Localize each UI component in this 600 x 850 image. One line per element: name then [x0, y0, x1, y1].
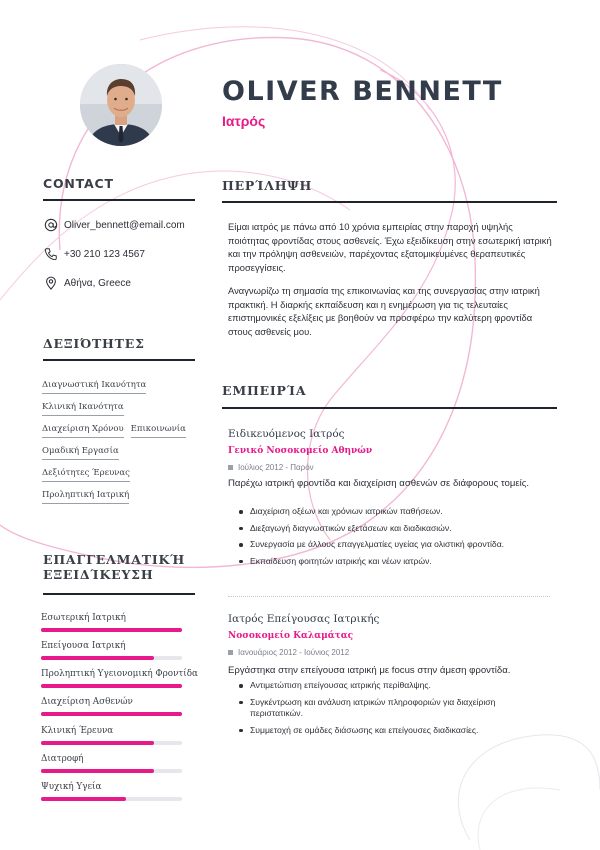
expertise-label: Διαχείριση Ασθενών: [41, 697, 133, 707]
skill-tag: Ομαδική Εργασία: [42, 446, 119, 460]
skills-heading: ΔΕΞΙΌΤΗΤΕΣ: [43, 336, 145, 351]
job-bullet: Συνεργασία με άλλους επαγγελματίες υγείας για ολιστική φροντίδα.: [238, 539, 548, 551]
skill-tag: Δεξιότητες Έρευνας: [42, 468, 130, 482]
skill-tag: Προληπτική Ιατρική: [42, 490, 129, 504]
expertise-bar-fill: [41, 656, 154, 660]
expertise-label: Εσωτερική Ιατρική: [41, 613, 126, 623]
skill-tag: Επικοινωνία: [131, 424, 186, 438]
expertise-bar: [41, 797, 182, 801]
job-bullet: Συμμετοχή σε ομάδες διάσωσης και επείγουσες διαδικασίες.: [238, 725, 548, 737]
calendar-icon: [228, 465, 233, 470]
contact-phone[interactable]: +30 210 123 4567: [64, 248, 145, 260]
experience-heading: ΕΜΠΕΙΡΊΑ: [222, 383, 307, 398]
job-bullet: Διεξαγωγή διαγνωστικών εξετάσεων και διαδικασιών.: [238, 523, 548, 535]
expertise-bar-fill: [41, 684, 182, 688]
job-dates-text: Ιούλιος 2012 - Παρόν: [238, 463, 314, 472]
skill-tag: Κλινική Ικανότητα: [42, 402, 124, 416]
job-bullet: Συγκέντρωση και ανάλυση ιατρικών πληροφοριών για διαχείριση περιστατικών.: [238, 697, 548, 720]
job-dates-text: Ιανουάριος 2012 - Ιούνιος 2012: [238, 648, 350, 657]
phone-icon: [44, 247, 58, 261]
skills-rule: [43, 359, 195, 361]
contact-heading: CONTACT: [43, 176, 114, 191]
expertise-bar: [41, 656, 182, 660]
summary-paragraph: Είμαι ιατρός με πάνω από 10 χρόνια εμπειρίας στην παροχή υψηλής ποιότητας φροντίδας στους ασθενείς. Έχω εξειδίκευση στην εσωτερική ιατρική και την πρόληψη ασθενειών, παρέχοντας εξατομικευμένες θεραπευτικές προσεγγίσεις.: [228, 221, 552, 273]
job-title: Ειδικευόμενος Ιατρός: [228, 428, 345, 440]
skills-list: [42, 380, 198, 512]
expertise-label: Ψυχική Υγεία: [41, 782, 102, 792]
expertise-heading-line1: ΕΠΑΓΓΕΛΜΑΤΙΚΉ: [43, 552, 185, 567]
expertise-bar-fill: [41, 628, 182, 632]
skill-tag: Διαγνωστική Ικανότητα: [42, 380, 146, 394]
job-description: Παρέχω ιατρική φροντίδα και διαχείριση ασθενών σε διάφορους τομείς.: [228, 478, 530, 489]
expertise-bar: [41, 741, 182, 745]
job-bullet: Εκπαίδευση φοιτητών ιατρικής και νέων ιατρών.: [238, 556, 548, 568]
expertise-bar: [41, 769, 182, 773]
expertise-bar-fill: [41, 769, 154, 773]
expertise-label: Διατροφή: [41, 754, 84, 764]
job-title: Ιατρός Επείγουσας Ιατρικής: [228, 613, 380, 625]
skill-tag: Διαχείριση Χρόνου: [42, 424, 124, 438]
job-bullet-list: [238, 680, 548, 741]
job-organization: Γενικό Νοσοκομείο Αθηνών: [228, 446, 373, 456]
location-pin-icon: [44, 276, 58, 290]
expertise-heading-line2: ΕΞΕΙΔΊΚΕΥΣΗ: [43, 567, 154, 582]
expertise-bar-fill: [41, 741, 154, 745]
job-bullet: Διαχείριση οξέων και χρόνιων ιατρικών παθήσεων.: [238, 506, 548, 518]
expertise-heading: [43, 552, 185, 582]
at-sign-icon: [44, 218, 58, 232]
job-description: Εργάστηκα στην επείγουσα ιατρική με focus στην άμεση φροντίδα.: [228, 665, 511, 676]
calendar-icon: [228, 650, 233, 655]
job-separator: [228, 596, 550, 597]
summary-paragraph: Αναγνωρίζω τη σημασία της επικοινωνίας και της συνεργασίας στην ιατρική πρακτική. Η διαρκής εκπαίδευση και η ενημέρωση για τις τελευταίες επιστημονικές εξελίξεις με βοηθούν να προσφέρω την καλύτερη φροντίδα στους ασθενείς μου.: [228, 285, 540, 337]
contact-rule: [43, 199, 195, 201]
expertise-bar: [41, 684, 182, 688]
summary-text: [228, 220, 554, 348]
job-bullet: Αντιμετώπιση επείγουσας ιατρικής περίθαλψης.: [238, 680, 548, 692]
candidate-name: OLIVER BENNETT: [222, 76, 503, 107]
expertise-bar: [41, 712, 182, 716]
expertise-label: Επείγουσα Ιατρική: [41, 641, 126, 651]
contact-email[interactable]: Oliver_bennett@email.com: [64, 219, 185, 231]
job-dates: [228, 463, 314, 472]
expertise-bar-fill: [41, 712, 182, 716]
contact-email-row: [44, 218, 185, 232]
expertise-label: Κλινική Έρευνα: [41, 726, 114, 736]
expertise-label: Προληπτική Υγειονομική Φροντίδα: [41, 669, 198, 679]
contact-location-row: [44, 276, 131, 290]
experience-rule: [222, 407, 557, 409]
expertise-bar-fill: [41, 797, 126, 801]
job-dates: [228, 648, 349, 657]
summary-rule: [222, 201, 557, 203]
contact-phone-row: [44, 247, 145, 261]
expertise-rule: [43, 593, 195, 595]
candidate-role: Ιατρός: [222, 113, 266, 129]
avatar: [80, 64, 162, 146]
summary-heading: ΠΕΡΊΛΗΨΗ: [222, 178, 313, 193]
contact-location: Αθήνα, Greece: [64, 277, 131, 289]
job-organization: Νοσοκομείο Καλαμάτας: [228, 631, 354, 641]
expertise-bar: [41, 628, 182, 632]
job-bullet-list: [238, 506, 548, 572]
profile-photo: [80, 64, 162, 146]
